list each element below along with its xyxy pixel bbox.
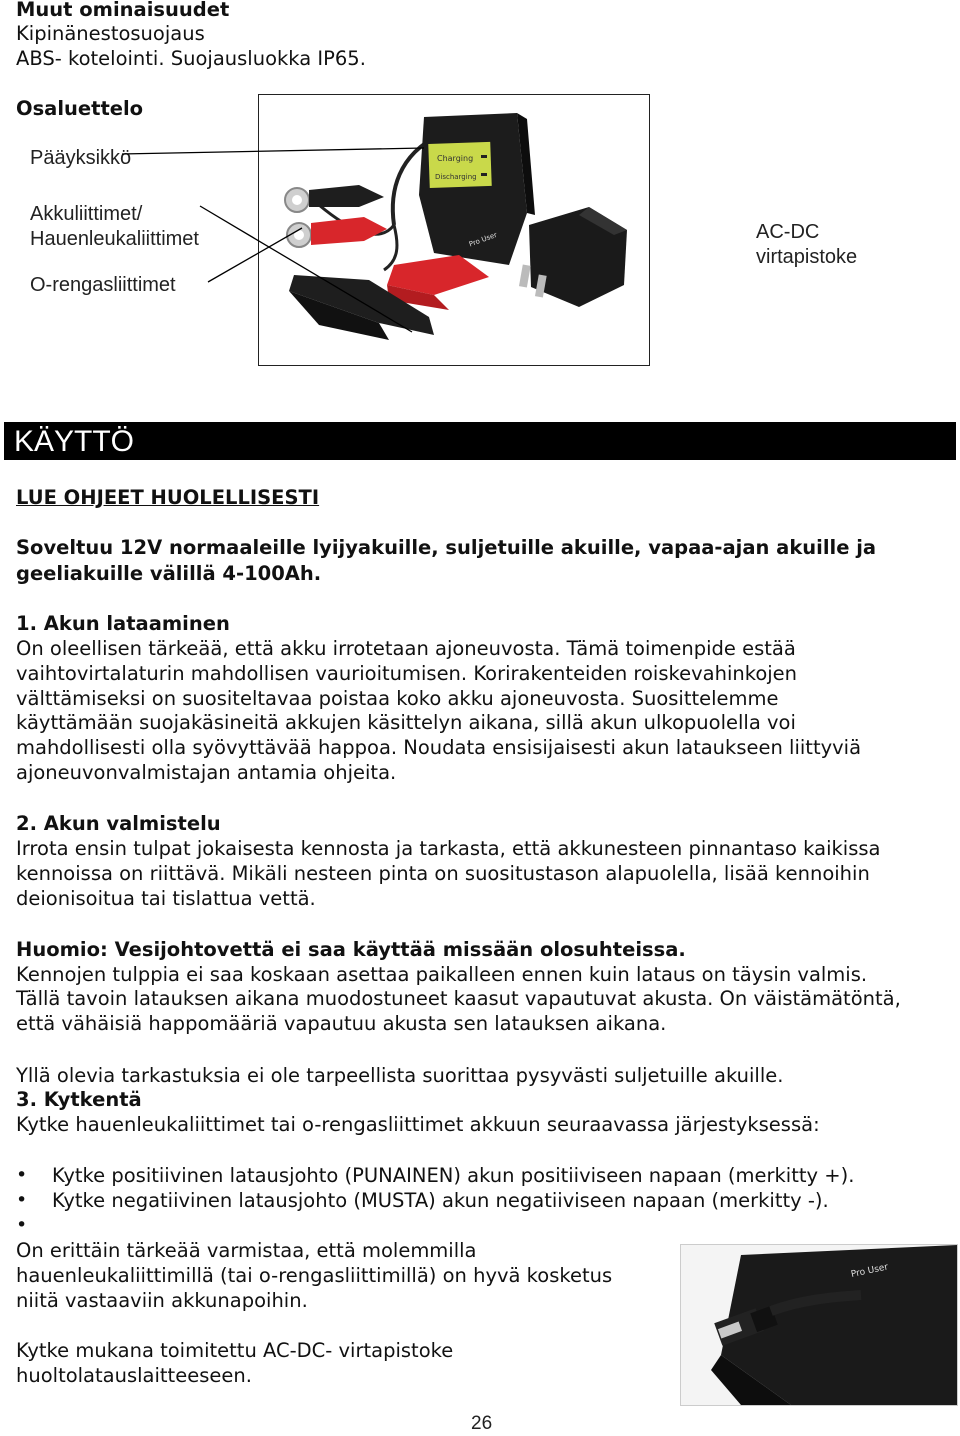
contact-line: hauenleukaliittimillä (tai o-rengasliittimillä) on hyvä kosketus [16, 1264, 613, 1287]
label-main-unit: Pääyksikkö [30, 147, 132, 169]
step2-heading: 2. Akun valmistelu [16, 812, 221, 835]
step1-line: käyttämään suojakäsineitä akkujen käsittelyn aikana, sillä akun ulkopuolella voi [16, 711, 796, 734]
page-number: 26 [471, 1413, 493, 1434]
features-heading: Muut ominaisuudet [16, 0, 230, 21]
suitability-line: Soveltuu 12V normaaleille lyijyakuille, suljetuille akuille, vapaa-ajan akuille ja [16, 536, 877, 559]
features-line: Kipinänestosuojaus [16, 22, 205, 45]
contact-line: On erittäin tärkeää varmistaa, että molemmilla [16, 1239, 477, 1262]
label-ring: O-rengasliittimet [30, 274, 176, 296]
step3-intro: Kytke hauenleukaliittimet tai o-rengasliittimet akkuun seuraavassa järjestyksessä: [16, 1113, 820, 1136]
features-line: ABS- kotelointi. Suojausluokka IP65. [16, 47, 366, 70]
warning-line: Tällä tavoin latauksen aikana muodostuneet kaasut vapautuvat akusta. On väistämätöntä, [16, 987, 901, 1010]
adapter-line: huoltolatauslaitteeseen. [16, 1364, 252, 1387]
suitability-line: geeliakuille välillä 4-100Ah. [16, 562, 322, 585]
warning-line: Kennojen tulppia ei saa koskaan asettaa paikalleen ennen kuin lataus on täysin valmis. [16, 963, 868, 986]
step1-line: välttämiseksi on suositeltavaa poistaa koko akku ajoneuvosta. Suosittelemme [16, 687, 779, 710]
charging-indicator-label: Charging [437, 154, 474, 163]
step2-line: deionisoitua tai tislattua vettä. [16, 887, 316, 910]
parts-heading: Osaluettelo [16, 97, 144, 120]
callout-lines [0, 0, 960, 400]
step1-line: On oleellisen tärkeää, että akku irrotetaan ajoneuvosta. Tämä toimenpide estää [16, 637, 796, 660]
section-title: KÄYTTÖ [14, 425, 135, 458]
brand-logo: Pro User [467, 230, 499, 249]
step3-heading: 3. Kytkentä [16, 1088, 142, 1111]
bullet-dot: • [16, 1189, 28, 1211]
read-instructions: LUE OHJEET HUOLELLISESTI [16, 486, 320, 509]
step1-heading: 1. Akun lataaminen [16, 612, 230, 635]
section-header-bar [4, 422, 956, 460]
step2-line: kennoissa on riittävä. Mikäli nesteen pinta on suositustason alapuolella, lisää kennoihin [16, 862, 870, 885]
discharging-indicator-label: Discharging [435, 173, 477, 181]
dc-plug-illustration [681, 1245, 957, 1405]
label-clamps-2: Hauenleukaliittimet [30, 228, 199, 250]
bullet-item: Kytke negatiivinen latausjohto (MUSTA) akun negatiiviseen napaan (merkitty -). [52, 1189, 829, 1212]
bullet-item: Kytke positiivinen latausjohto (PUNAINEN) akun positiiviseen napaan (merkitty +). [52, 1164, 855, 1187]
warning-heading: Huomio: Vesijohtovettä ei saa käyttää missään olosuhteissa. [16, 938, 686, 961]
label-adapter-1: AC-DC [756, 221, 820, 243]
step1-line: ajoneuvonvalmistajan antamia ohjeita. [16, 761, 397, 784]
adapter-line: Kytke mukana toimitettu AC-DC- virtapistoke [16, 1339, 454, 1362]
label-adapter-2: virtapistoke [756, 246, 858, 268]
contact-line: niitä vastaaviin akkunapoihin. [16, 1289, 308, 1312]
label-clamps-1: Akkuliittimet/ [30, 203, 143, 225]
bullet-dot: • [16, 1164, 28, 1186]
brand-logo: Pro User [850, 1262, 890, 1280]
connector-photo [680, 1244, 958, 1406]
warning-line: että vähäisiä happomääriä vapautuu akusta sen latauksen aikana. [16, 1012, 667, 1035]
step1-line: mahdollisesti olla syövyttävää happoa. Noudata ensisijaisesti akun lataukseen liittyviä [16, 736, 862, 759]
bullet-dot: • [16, 1214, 28, 1236]
step2-line: Irrota ensin tulpat jokaisesta kennosta ja tarkasta, että akkunesteen pinnantaso kaikissa [16, 837, 881, 860]
step1-line: vaihtovirtalaturin mahdollisen vaurioitumisen. Korirakenteiden roiskevahinkojen [16, 662, 798, 685]
sealed-note: Yllä olevia tarkastuksia ei ole tarpeellista suorittaa pysyvästi suljetuille akuille. [16, 1064, 784, 1087]
